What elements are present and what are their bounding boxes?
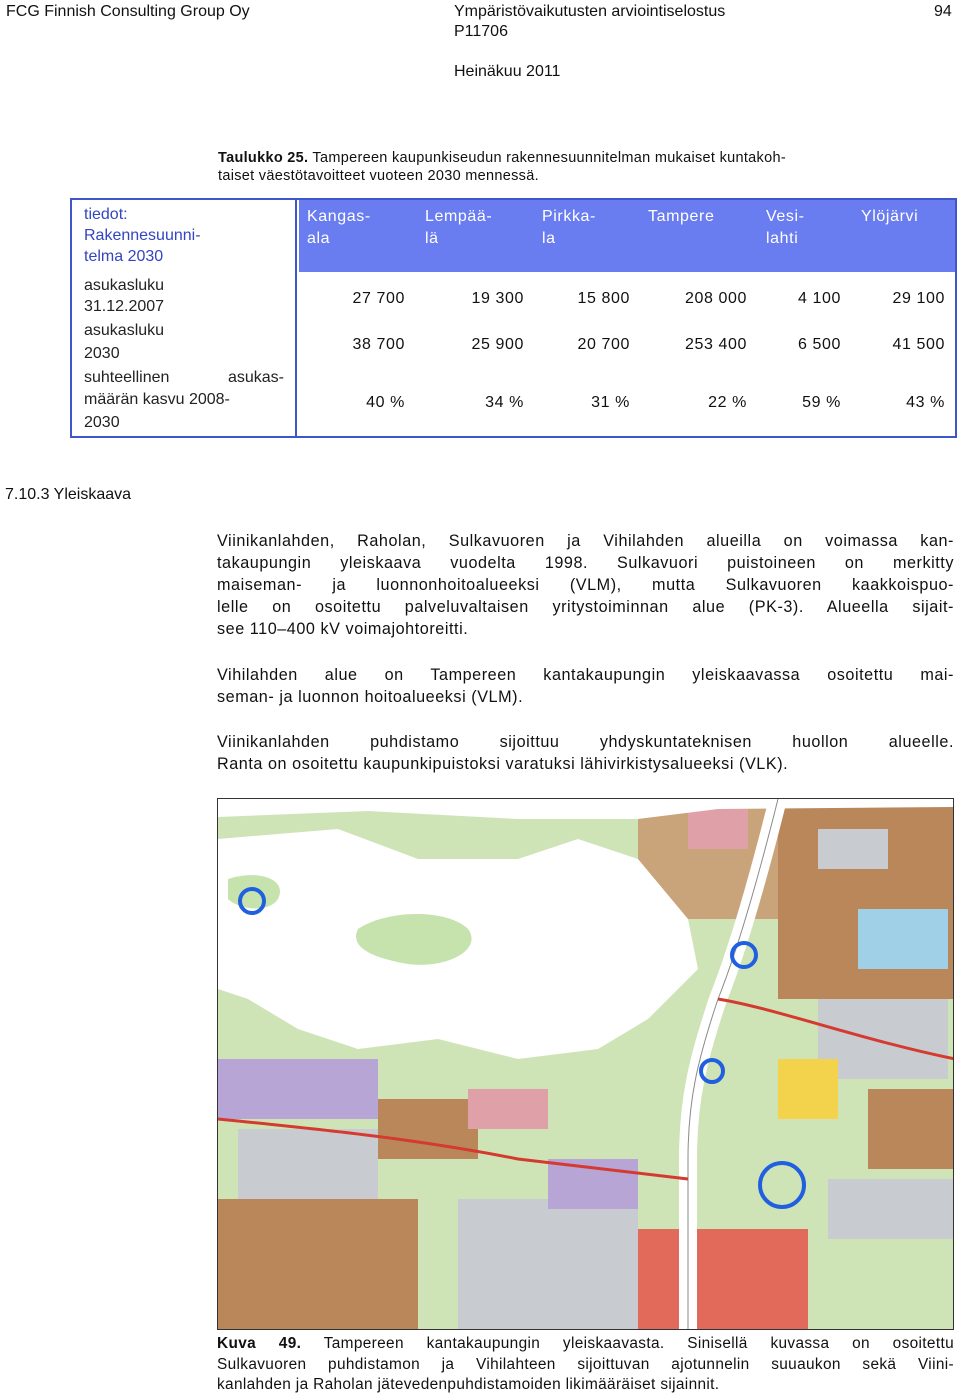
- table-cell: 40 %: [366, 394, 405, 411]
- header-date: Heinäkuu 2011: [454, 63, 561, 80]
- col-header-tampere: Tampere: [648, 208, 715, 225]
- row-label-pop2007-1: asukasluku: [84, 277, 165, 294]
- table-cell: 43 %: [906, 394, 945, 411]
- col-header-ylojarvi: Ylöjärvi: [861, 208, 919, 225]
- section-heading: 7.10.3 Yleiskaava: [5, 486, 132, 503]
- paragraph-vihilahti: [217, 664, 954, 708]
- paragraph-line: Viinikanlahden, Raholan, Sulkavuoren ja Vihilahden alueilla on voimassa kan-: [217, 532, 954, 550]
- row-label-source-1: tiedot:: [84, 206, 128, 223]
- table-cell: 25 900: [471, 336, 524, 353]
- paragraph-line: takaupungin yleiskaava vuodelta 1998. Sulkavuori puistoineen on merkitty: [217, 554, 954, 572]
- table-cell: 31 %: [591, 394, 630, 411]
- paragraph-line: seman- ja luonnon hoitoalueeksi (VLM).: [217, 688, 524, 706]
- col-header-kangasala: Kangas- ala: [307, 208, 371, 247]
- figure-caption-line3: kanlahden ja Raholan jätevedenpuhdistamoiden likimääräiset sijainnit.: [217, 1376, 720, 1393]
- table-cell: 208 000: [684, 290, 747, 307]
- paragraph-line: Vihilahden alue on Tampereen kantakaupungin yleiskaavassa osoitettu mai-: [217, 666, 954, 684]
- row-label-growth-2: määrän kasvu 2008-: [84, 391, 230, 408]
- paragraph-line: maiseman- ja luonnonhoitoalueeksi (VLM), mutta Sulkavuoren kaakkoispuo-: [217, 576, 954, 594]
- table-cell: 38 700: [352, 336, 405, 353]
- table-cell: 19 300: [471, 290, 524, 307]
- figure-caption-line2: Sulkavuoren puhdistamon ja Vihilahteen sijoittuvan ajotunnelin suuaukon sekä Viini-: [217, 1355, 954, 1373]
- row-label-growth-3: 2030: [84, 414, 120, 431]
- col-header-vesilahti: Vesi- lahti: [766, 208, 805, 247]
- row-label-source-2: Rakennesuunni-: [84, 227, 201, 244]
- paragraph-line: Ranta on osoitettu kaupunkipuistoksi varatuksi lähivirkistysalueeksi (VLK).: [217, 755, 789, 773]
- table-caption-line2: taiset väestötavoitteet vuoteen 2030 mennessä.: [218, 168, 539, 184]
- col-header-pirkkala: Pirkka- la: [542, 208, 596, 247]
- table-cell: 27 700: [352, 290, 405, 307]
- header-page-number: 94: [934, 3, 952, 20]
- table-header-row: [299, 200, 955, 272]
- row-label-growth-1: suhteellinen asukas-: [84, 369, 284, 386]
- row-label-source-3: telma 2030: [84, 248, 164, 265]
- paragraph-line: see 110–400 kV voimajohtoreitti.: [217, 620, 469, 638]
- paragraph-line: Viinikanlahden puhdistamo sijoittuu yhdyskuntateknisen huollon alueelle.: [217, 733, 954, 751]
- table-cell: 34 %: [485, 394, 524, 411]
- table-cell: 29 100: [892, 290, 945, 307]
- header-document-title: Ympäristövaikutusten arviointiselostus: [454, 3, 726, 20]
- table-cell: 20 700: [577, 336, 630, 353]
- figure-caption-line1: Kuva 49. Tampereen kantakaupungin yleiskaavasta. Sinisellä kuvassa on osoitettu: [217, 1335, 954, 1352]
- table-cell: 4 100: [797, 290, 841, 307]
- table-caption: [218, 149, 953, 185]
- table-cell: 6 500: [797, 336, 841, 353]
- table-cell: 15 800: [577, 290, 630, 307]
- table-cell: 22 %: [708, 394, 747, 411]
- general-plan-map: [217, 798, 954, 1330]
- table-cell: 41 500: [892, 336, 945, 353]
- paragraph-general-plan: [217, 530, 954, 640]
- table-row-labels: [72, 200, 297, 436]
- row-label-pop2007-2: 31.12.2007: [84, 298, 165, 315]
- table-caption-line1: Tampereen kaupunkiseudun rakennesuunnitelman mukaiset kuntakoh-: [308, 150, 786, 166]
- figure-caption: [217, 1334, 954, 1395]
- table-cell: 59 %: [802, 394, 841, 411]
- header-company: FCG Finnish Consulting Group Oy: [6, 3, 250, 20]
- header-project-number: P11706: [454, 23, 508, 40]
- population-table: [70, 198, 957, 438]
- table-caption-label: Taulukko 25.: [218, 150, 309, 166]
- col-header-lempaala: Lempää- lä: [425, 208, 493, 247]
- figure-caption-label: Kuva 49.: [217, 1335, 302, 1352]
- paragraph-line: lelle on osoitettu palveluvaltaisen yritystoiminnan alue (PK-3). Alueella sijait-: [217, 598, 954, 616]
- row-label-pop2030-1: asukasluku: [84, 322, 165, 339]
- paragraph-viinikanlahti: [217, 731, 954, 775]
- row-label-pop2030-2: 2030: [84, 345, 120, 362]
- map-graphic: [218, 799, 954, 1330]
- table-cell: 253 400: [684, 336, 747, 353]
